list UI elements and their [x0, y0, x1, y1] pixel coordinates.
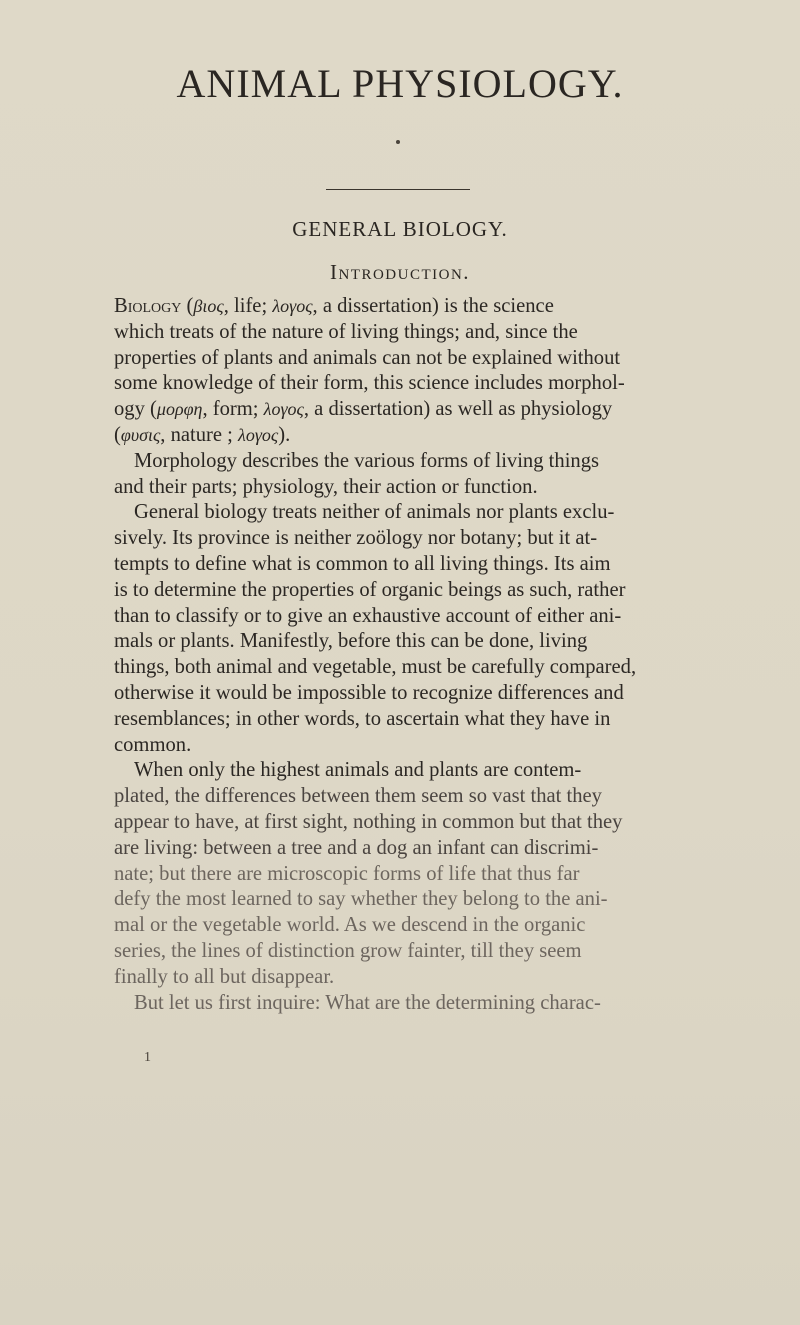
text-line: mals or plants. Manifestly, before this can be done, living [114, 630, 588, 653]
greek-word: λογος [238, 424, 279, 445]
text-line: appear to have, at first sight, nothing in common but that they [114, 810, 623, 833]
body-text [114, 294, 790, 1016]
text-line: some knowledge of their form, this science includes morphol- [114, 372, 625, 395]
text-run: , nature ; [160, 423, 239, 446]
text-line: and their parts; physiology, their action or function. [114, 475, 538, 498]
text-line: than to classify or to give an exhaustive account of either ani- [114, 604, 622, 627]
biology-term: Biology [114, 295, 182, 317]
text-run: ). [278, 423, 291, 446]
text-run: , life; [223, 295, 273, 317]
text-line: tempts to define what is common to all living things. Its aim [114, 552, 611, 575]
text-line: common. [114, 733, 192, 756]
section-heading: GENERAL BIOLOGY. [292, 217, 508, 241]
text-line: defy the most learned to say whether they belong to the ani- [114, 888, 608, 911]
text-line [114, 423, 790, 449]
text-line: Morphology describes the various forms of living things [134, 449, 600, 472]
text-line: finally to all but disappear. [114, 965, 335, 988]
greek-word: λογος [263, 399, 304, 420]
text-line: mal or the vegetable world. As we descend in the organic [114, 914, 586, 937]
text-line: plated, the differences between them seem so vast that they [114, 785, 602, 808]
page-title: ANIMAL PHYSIOLOGY. [176, 61, 624, 106]
text-line: sively. Its province is neither zoölogy nor botany; but it at- [114, 527, 598, 550]
text-line: otherwise it would be impossible to recognize differences and [114, 681, 624, 704]
text-run: , a dissertation) is the science [312, 295, 554, 317]
text-line: are living: between a tree and a dog an infant can discrimi- [114, 836, 599, 859]
text-line: General biology treats neither of animals nor plants exclu- [134, 501, 615, 524]
text-run: , a dissertation) as well as physiology [303, 398, 613, 421]
text-line: When only the highest animals and plants are contem- [134, 759, 582, 782]
text-run: ( [114, 423, 121, 446]
text-run: ( [181, 295, 194, 317]
text-line: things, both animal and vegetable, must be carefully compared, [114, 656, 637, 679]
text-line [114, 397, 790, 423]
greek-word: μορφη [156, 399, 203, 420]
greek-word: φυσις [120, 424, 161, 445]
text-run: , form; [202, 398, 264, 421]
title-ornament-dot [396, 140, 400, 144]
text-line: nate; but there are microscopic forms of life that thus far [114, 862, 580, 885]
text-line: But let us first inquire: What are the determining charac- [134, 991, 601, 1014]
text-line: is to determine the properties of organic beings as such, rather [114, 578, 626, 601]
page-number: 1 [144, 1050, 151, 1065]
title-rule [326, 189, 470, 190]
text-line: series, the lines of distinction grow fainter, till they seem [114, 939, 582, 962]
text-line [114, 294, 790, 320]
text-run: ogy ( [114, 398, 157, 421]
introduction-heading: Introduction. [329, 260, 471, 284]
text-line: properties of plants and animals can not be explained without [114, 346, 621, 369]
greek-word: βιος [193, 296, 224, 316]
text-line: resemblances; in other words, to ascertain what they have in [114, 707, 611, 730]
greek-word: λογος [272, 296, 313, 316]
text-line: which treats of the nature of living things; and, since the [114, 320, 578, 343]
